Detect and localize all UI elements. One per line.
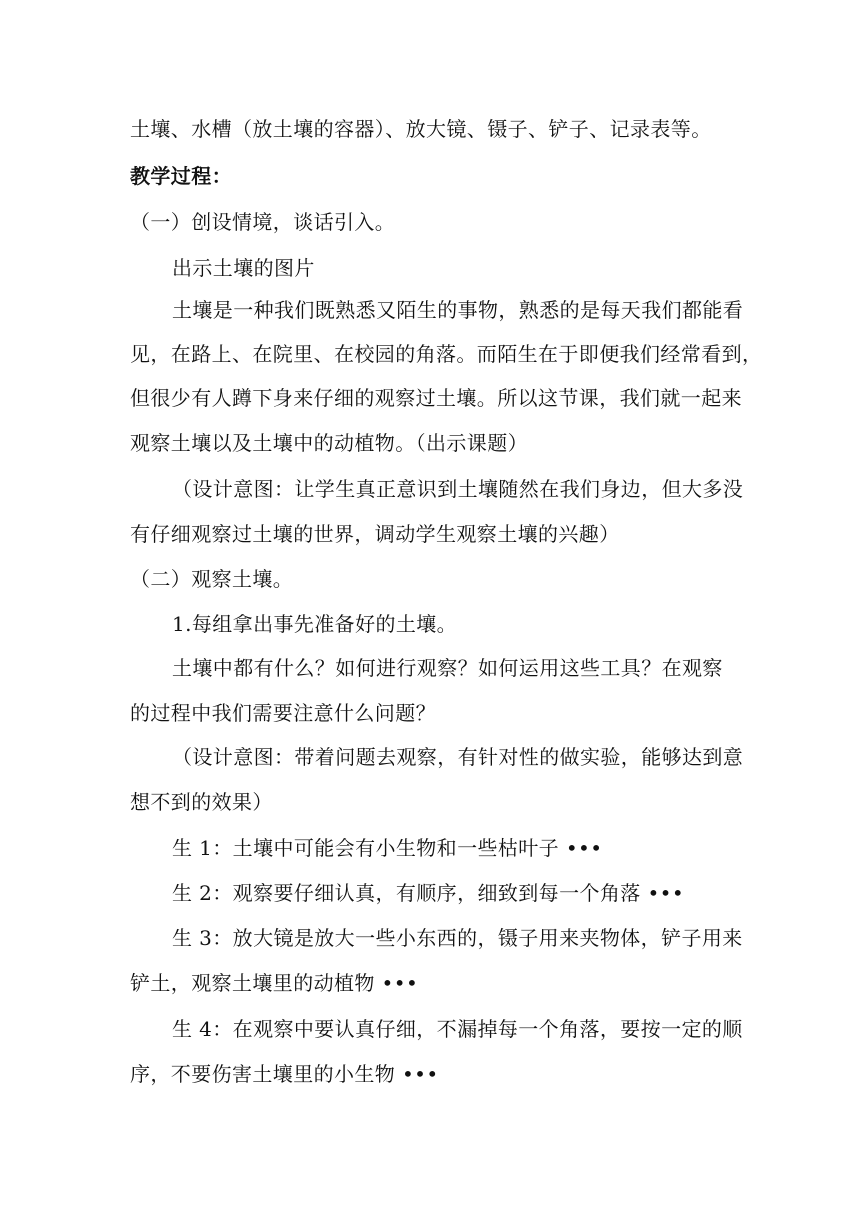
student-answer-line: 铲土，观察土壤里的动植物 ••• xyxy=(130,971,419,995)
subsection-heading-1: （一）创设情境，谈话引入。 xyxy=(130,210,396,234)
student-answer-line: 序，不要伤害土壤里的小生物 ••• xyxy=(130,1062,439,1086)
paragraph-line: 1.每组拿出事先准备好的土壤。 xyxy=(172,612,458,636)
design-intent-line: （设计意图：让学生真正意识到土壤随然在我们身边，但大多没 xyxy=(172,477,744,501)
subsection-heading-2: （二）观察土壤。 xyxy=(130,567,294,591)
paragraph-line: 观察土壤以及土壤中的动植物。（出示课题） xyxy=(130,431,528,455)
paragraph-line: 但很少有人蹲下身来仔细的观察过土壤。所以这节课，我们就一起来 xyxy=(130,386,742,410)
materials-line: 土壤、水槽（放土壤的容器）、放大镜、镊子、铲子、记录表等。 xyxy=(130,117,712,141)
student-answer-line: 生 1：土壤中可能会有小生物和一些枯叶子 ••• xyxy=(172,836,603,860)
paragraph-line: 见，在路上、在院里、在校园的角落。而陌生在于即便我们经常看到， xyxy=(130,342,763,366)
student-answer-line: 生 4：在观察中要认真仔细，不漏掉每一个角落，要按一定的顺 xyxy=(172,1017,743,1041)
paragraph-line: 出示土壤的图片 xyxy=(172,256,315,280)
paragraph-line: 土壤中都有什么？如何进行观察？如何运用这些工具？在观察 xyxy=(172,656,723,680)
paragraph-line: 的过程中我们需要注意什么问题？ xyxy=(130,701,436,725)
design-intent-line: 有仔细观察过土壤的世界，调动学生观察土壤的兴趣） xyxy=(130,522,620,546)
design-intent-line: （设计意图：带着问题去观察，有针对性的做实验，能够达到意 xyxy=(172,745,744,769)
student-answer-line: 生 2：观察要仔细认真，有顺序，细致到每一个角落 ••• xyxy=(172,881,685,905)
section-heading-teaching-process: 教学过程： xyxy=(130,164,232,188)
student-answer-line: 生 3：放大镜是放大一些小东西的，镊子用来夹物体，铲子用来 xyxy=(172,926,743,950)
design-intent-line: 想不到的效果） xyxy=(130,790,273,814)
paragraph-line: 土壤是一种我们既熟悉又陌生的事物，熟悉的是每天我们都能看 xyxy=(172,298,744,322)
